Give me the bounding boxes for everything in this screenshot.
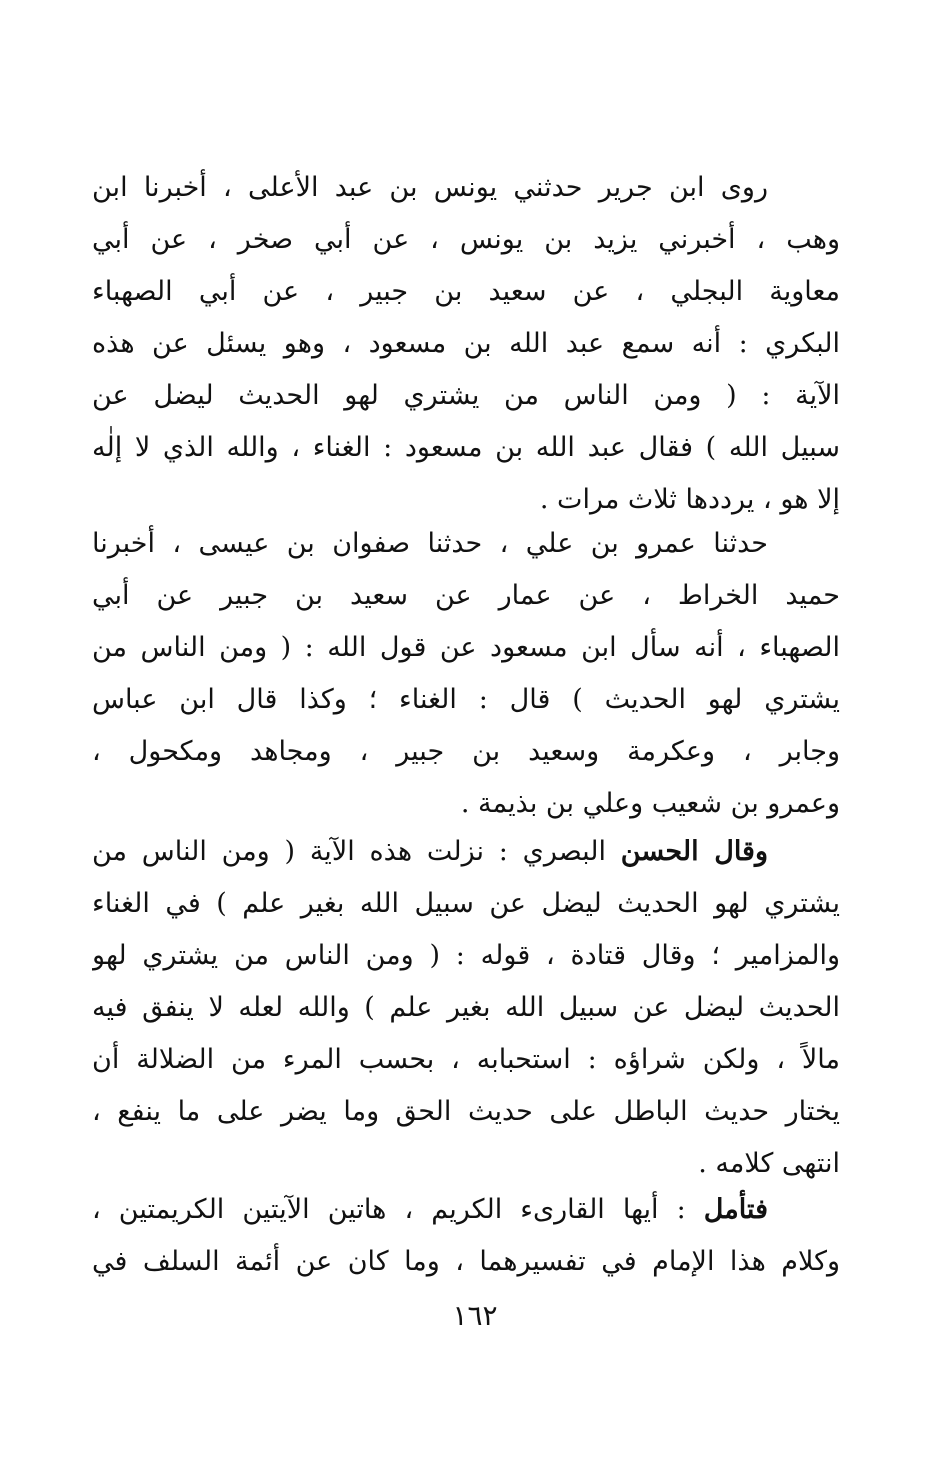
bold-lead-word: فتأمل <box>703 1194 768 1225</box>
text-line: إلا هو ، يرددها ثلاث مرات . <box>539 484 840 515</box>
text-line: الآية : ( ومن الناس من يشتري لهو الحديث ليضل عن <box>92 380 840 411</box>
paragraph-4 <box>92 1184 840 1288</box>
text-line: وكلام هذا الإمام في تفسيرهما ، وما كان عن أئمة السلف في <box>92 1246 840 1277</box>
text-line: روى ابن جرير حدثني يونس بن عبد الأعلى ، أخبرنا ابن <box>92 172 768 203</box>
text-line: وهب ، أخبرني يزيد بن يونس ، عن أبي صخر ، عن أبي <box>92 224 840 255</box>
text-line: حميد الخراط ، عن عمار عن سعيد بن جبير عن أبي <box>92 580 840 611</box>
text-run: : أيها القارىء الكريم ، هاتين الآيتين الكريمتين ، <box>92 1194 704 1225</box>
text-line: الحديث ليضل عن سبيل الله بغير علم ) والله لعله لا ينفق فيه <box>92 992 840 1023</box>
text-line: يختار حديث الباطل على حديث الحق وما يضر على ما ينفع ، <box>92 1096 840 1127</box>
page-number: ١٦٢ <box>452 1299 498 1332</box>
text-line: معاوية البجلي ، عن سعيد بن جبير ، عن أبي الصهباء <box>92 276 840 307</box>
paragraph-3 <box>92 826 840 1190</box>
bold-lead-word: وقال الحسن <box>620 836 768 867</box>
text-line: وعمرو بن شعيب وعلي بن بذيمة . <box>460 788 840 819</box>
text-line: وجابر ، وعكرمة وسعيد بن جبير ، ومجاهد ومكحول ، <box>92 736 840 767</box>
text-line-first <box>92 826 840 878</box>
text-line: سبيل الله ) فقال عبد الله بن مسعود : الغناء ، والله الذي لا إلٰه <box>92 432 840 463</box>
text-line: يشتري لهو الحديث ) قال : الغناء ؛ وكذا قال ابن عباس <box>92 684 840 715</box>
text-line: يشتري لهو الحديث ليضل عن سبيل الله بغير علم ) في الغناء <box>92 888 840 919</box>
text-line: حدثنا عمرو بن علي ، حدثنا صفوان بن عيسى ، أخبرنا <box>92 528 768 559</box>
text-line: انتهى كلامه . <box>698 1148 840 1179</box>
text-line: مالاً ، ولكن شراؤه : استحبابه ، بحسب المرء من الضلالة أن <box>92 1044 840 1075</box>
text-line: والمزامير ؛ وقال قتادة ، قوله : ( ومن الناس من يشتري لهو <box>92 940 840 971</box>
paragraph-1 <box>92 162 840 526</box>
text-line: البكري : أنه سمع عبد الله بن مسعود ، وهو يسئل عن هذه <box>92 328 840 359</box>
paragraph-2 <box>92 518 840 830</box>
text-line: الصهباء ، أنه سأل ابن مسعود عن قول الله : ( ومن الناس من <box>92 632 840 663</box>
text-run: البصري : نزلت هذه الآية ( ومن الناس من <box>92 836 621 867</box>
text-line-first <box>92 1184 840 1236</box>
